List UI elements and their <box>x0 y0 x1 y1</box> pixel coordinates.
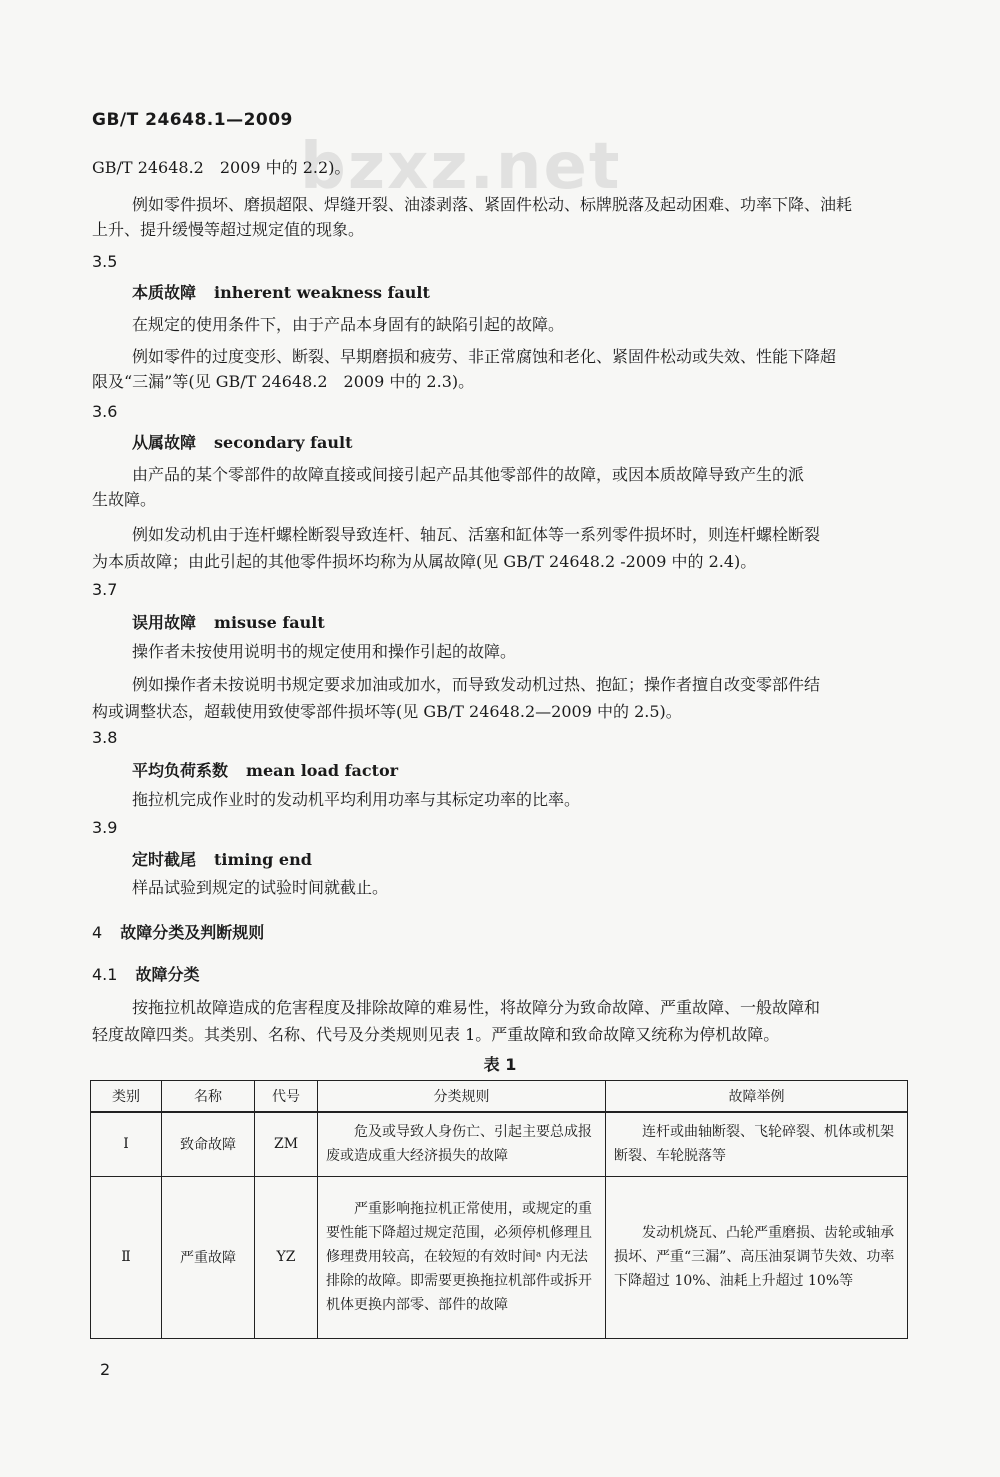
term-cn: 从属故障 <box>132 433 197 452</box>
paragraph: 限及“三漏”等(见 GB/T 24648.2 2009 中的 2.3)。 <box>92 372 475 391</box>
term-heading <box>132 847 312 870</box>
cell-name: 致命故障 <box>162 1112 255 1176</box>
term-en: inherent weakness fault <box>214 283 430 302</box>
section-heading <box>92 920 264 943</box>
paragraph: 生故障。 <box>92 490 157 509</box>
header-code: 代号 <box>255 1081 318 1113</box>
term-cn: 定时截尾 <box>132 850 197 869</box>
cell-code: ZM <box>255 1112 318 1176</box>
header-category: 类别 <box>91 1081 162 1113</box>
paragraph: 为本质故障；由此引起的其他零件损坏均称为从属故障(见 GB/T 24648.2 -2009 中的 2.4)。 <box>92 552 757 571</box>
cell-rule: 危及或导致人身伤亡、引起主要总成报废或造成重大经济损失的故障 <box>318 1112 606 1176</box>
term-heading <box>132 430 352 453</box>
term-heading <box>132 610 325 633</box>
heading-text: 故障分类及判断规则 <box>120 923 265 942</box>
fault-classification-table <box>90 1080 908 1339</box>
term-cn: 本质故障 <box>132 283 197 302</box>
watermark: bzxz.net <box>300 130 622 204</box>
term-cn: 平均负荷系数 <box>132 761 229 780</box>
section-number: 3.9 <box>92 818 118 837</box>
paragraph: 构或调整状态，超载使用致使零部件损坏等(见 GB/T 24648.2—2009 中的 2.5)。 <box>92 702 682 721</box>
cell-category: Ⅰ <box>91 1112 162 1176</box>
term-en: timing end <box>214 850 312 869</box>
cell-example: 发动机烧瓦、凸轮严重磨损、齿轮或轴承损坏、严重“三漏”、高压油泵调节失效、功率下降超过 10%、油耗上升超过 10%等 <box>606 1176 908 1338</box>
cell-rule: 严重影响拖拉机正常使用，或规定的重要性能下降超过规定范围，必须停机修理且修理费用较高，在较短的有效时间ᵃ 内无法排除的故障。即需要更换拖拉机部件或拆开机体更换内部零、部件的故障 <box>318 1176 606 1338</box>
section-number: 3.7 <box>92 580 118 599</box>
table-row <box>91 1112 908 1176</box>
paragraph: 例如零件的过度变形、断裂、早期磨损和疲劳、非正常腐蚀和老化、紧固件松动或失效、性能下降超 <box>132 347 837 366</box>
paragraph: 由产品的某个零部件的故障直接或间接引起产品其他零部件的故障，或因本质故障导致产生的派 <box>132 465 805 484</box>
paragraph: 例如发动机由于连杆螺栓断裂导致连杆、轴瓦、活塞和缸体等一系列零件损坏时，则连杆螺栓断裂 <box>132 525 821 544</box>
paragraph: 样品试验到规定的试验时间就截止。 <box>132 878 389 897</box>
paragraph: 上升、提升缓慢等超过规定值的现象。 <box>92 220 365 239</box>
page-number: 2 <box>100 1360 111 1379</box>
heading-number: 4.1 <box>92 965 118 984</box>
header-example: 故障举例 <box>606 1081 908 1113</box>
section-number: 3.6 <box>92 402 118 421</box>
standard-code: GB/T 24648.1—2009 <box>92 110 293 130</box>
section-number: 3.5 <box>92 252 118 271</box>
section-number: 3.8 <box>92 728 118 747</box>
heading-text: 故障分类 <box>135 965 200 984</box>
term-heading <box>132 280 430 303</box>
paragraph: GB/T 24648.2 2009 中的 2.2)。 <box>92 158 351 177</box>
paragraph: 操作者未按使用说明书的规定使用和操作引起的故障。 <box>132 642 517 661</box>
header-name: 名称 <box>162 1081 255 1113</box>
subsection-heading <box>92 962 199 985</box>
cell-code: YZ <box>255 1176 318 1338</box>
paragraph: 轻度故障四类。其类别、名称、代号及分类规则见表 1。严重故障和致命故障又统称为停机故障。 <box>92 1025 780 1044</box>
term-en: misuse fault <box>214 613 325 632</box>
cell-example: 连杆或曲轴断裂、飞轮碎裂、机体或机架断裂、车轮脱落等 <box>606 1112 908 1176</box>
paragraph: 拖拉机完成作业时的发动机平均利用功率与其标定功率的比率。 <box>132 790 581 809</box>
table-header-row <box>91 1081 908 1113</box>
heading-number: 4 <box>92 923 103 942</box>
paragraph: 例如零件损坏、磨损超限、焊缝开裂、油漆剥落、紧固件松动、标牌脱落及起动困难、功率下降、油耗 <box>132 195 853 214</box>
term-en: mean load factor <box>246 761 399 780</box>
table-row <box>91 1176 908 1338</box>
cell-category: Ⅱ <box>91 1176 162 1338</box>
header-rule: 分类规则 <box>318 1081 606 1113</box>
term-cn: 误用故障 <box>132 613 197 632</box>
term-heading <box>132 758 398 781</box>
paragraph: 在规定的使用条件下，由于产品本身固有的缺陷引起的故障。 <box>132 315 565 334</box>
term-en: secondary fault <box>214 433 353 452</box>
paragraph: 按拖拉机故障造成的危害程度及排除故障的难易性，将故障分为致命故障、严重故障、一般故障和 <box>132 998 821 1017</box>
cell-name: 严重故障 <box>162 1176 255 1338</box>
table-title: 表 1 <box>483 1055 517 1074</box>
paragraph: 例如操作者未按说明书规定要求加油或加水，而导致发动机过热、抱缸；操作者擅自改变零部件结 <box>132 675 821 694</box>
